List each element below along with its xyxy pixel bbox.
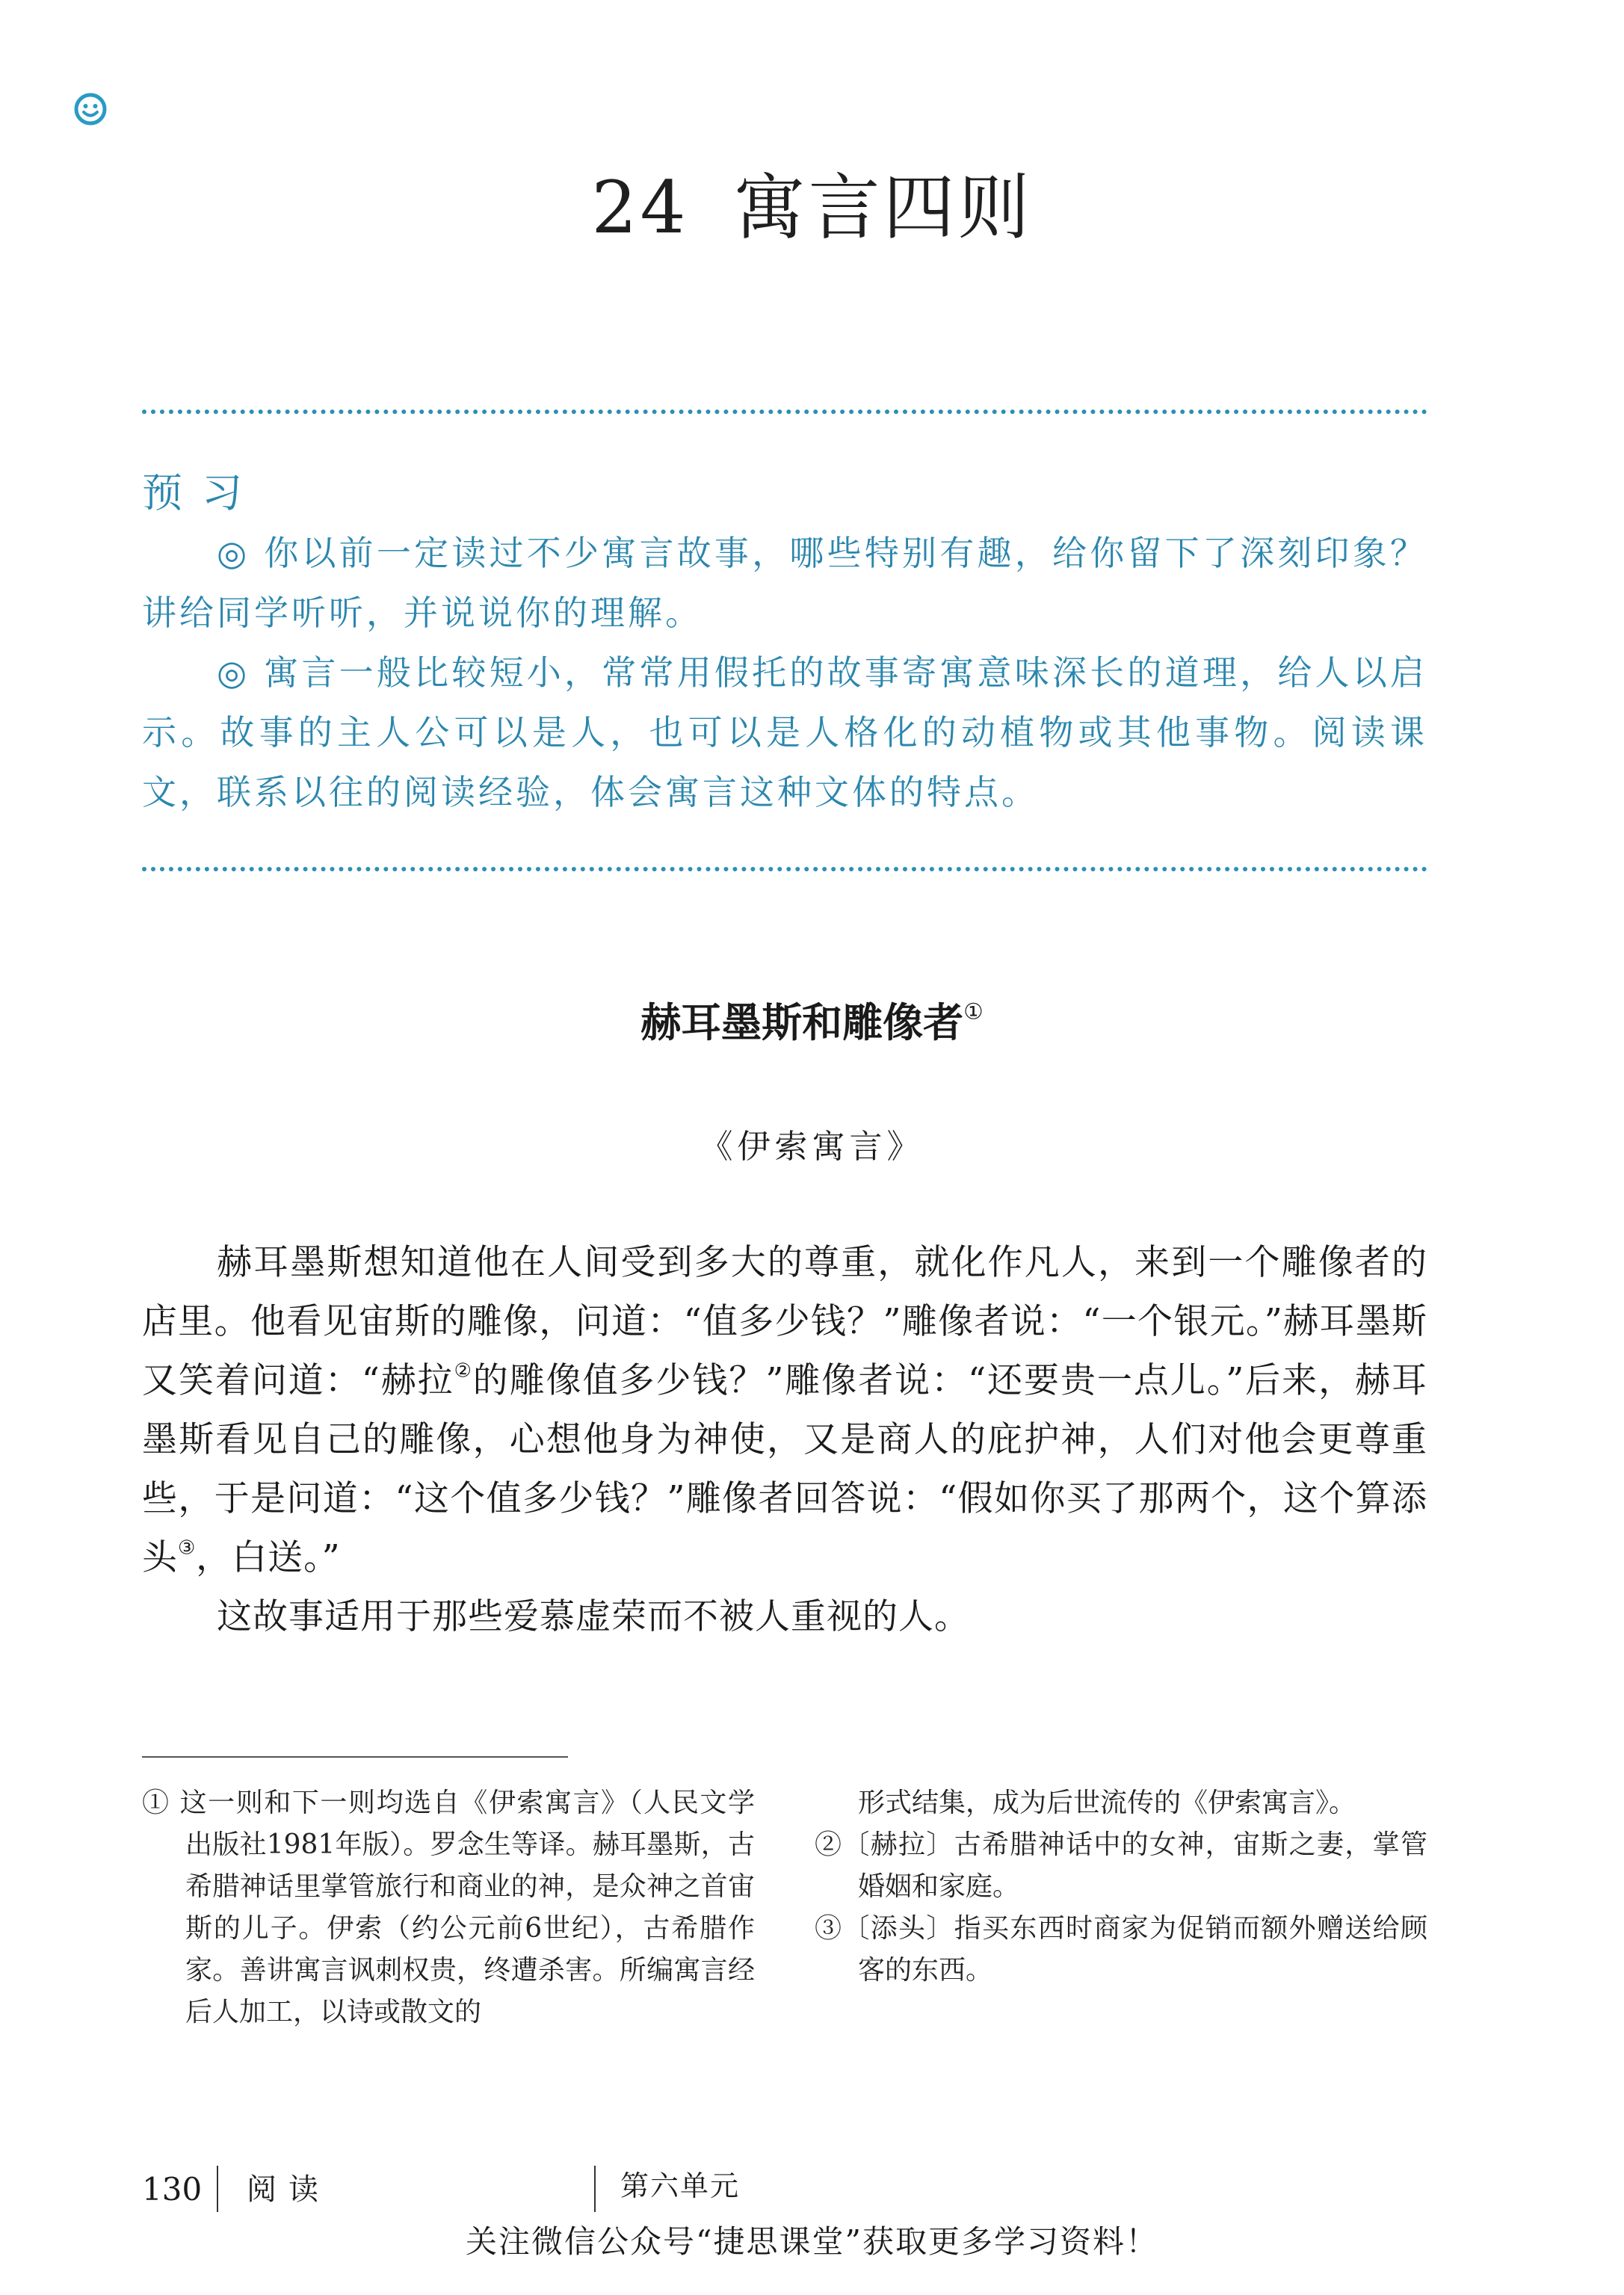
dotted-divider-bottom [142, 867, 1427, 871]
footnote-3: ③〔添头〕指买东西时商家为促销而额外赠送给顾客的东西。 [815, 1913, 1427, 1986]
page-number: 130 [142, 2171, 203, 2208]
lesson-name: 寓言四则 [733, 166, 1033, 250]
story-p1-part-b: 的雕像值多少钱？”雕像者说：“还要贵一点儿。”后来，赫耳墨斯看见自己的雕像，心想他身为神使，又是商人的庇护神，人们对他会更尊重些，于是问道：“这个值多少钱？”雕像者回答说：“假如你买了那两个，这个算添头 [142, 1360, 1427, 1578]
footnote-1-continued: 形式结集，成为后世流传的《伊索寓言》。 [858, 1788, 1356, 1818]
footer-section: 阅读 [247, 2172, 330, 2207]
footnote-ref-2: ② [454, 1359, 473, 1383]
story-body [142, 1233, 1427, 1646]
story-p1-part-a: 赫耳墨斯想知道他在人间受到多大的尊重，就化作凡人，来到一个雕像者的店里。他看见宙斯的雕像，问道：“值多少钱？”雕像者说：“一个银元。”赫耳墨斯又笑着问道：“赫拉 [142, 1242, 1427, 1401]
footnote-1: ① 这一则和下一则均选自《伊索寓言》（人民文学出版社1981年版）。罗念生等译。赫耳墨斯，古希腊神话里掌管旅行和商业的神，是众神之首宙斯的儿子。伊索（约公元前6世纪），古希腊作家。善讲寓言讽刺权贵，终遭杀害。所编寓言经后人加工，以诗或散文的 [142, 1788, 755, 2027]
footnote-2: ②〔赫拉〕古希腊神话中的女神，宙斯之妻，掌管婚姻和家庭。 [815, 1829, 1427, 1902]
footnote-ref-1: ① [963, 998, 984, 1025]
preview-item-1: ◎ 你以前一定读过不少寓言故事，哪些特别有趣，给你留下了深刻印象？讲给同学听听，并说说你的理解。 [142, 533, 1427, 633]
story-paragraph-2: 这故事适用于那些爱慕虚荣而不被人重视的人。 [217, 1596, 970, 1637]
footnotes-right-column [815, 1782, 1427, 1992]
preview-item-2: ◎ 寓言一般比较短小，常常用假托的故事寄寓意味深长的道理，给人以启示。故事的主人公可以是人，也可以是人格化的动植物或其他事物。阅读课文，联系以往的阅读经验，体会寓言这种文体的特点。 [142, 652, 1427, 812]
footnote-ref-3: ③ [178, 1536, 197, 1560]
footnotes-left-column [142, 1782, 755, 2033]
preview-box [142, 463, 1427, 822]
story-source: 《伊索寓言》 [700, 1128, 924, 1166]
footnote-rule [142, 1756, 568, 1758]
story-p1-part-c: ，白送。” [196, 1537, 341, 1578]
footer-separator-1 [217, 2166, 218, 2212]
lesson-title [0, 163, 1624, 253]
story-title [0, 992, 1624, 1052]
story-paragraph-1 [142, 1233, 1427, 1587]
promo-banner: 关注微信公众号“捷思课堂”获取更多学习资料！ [466, 2223, 1158, 2260]
footer-separator-2 [594, 2166, 596, 2212]
footer-unit: 第六单元 [620, 2169, 741, 2202]
story-title-text: 赫耳墨斯和雕像者 [640, 998, 964, 1046]
preview-heading: 预习 [142, 469, 262, 516]
lesson-number: 24 [591, 166, 689, 250]
dotted-divider-top [142, 410, 1427, 414]
smiley-icon [72, 91, 108, 127]
